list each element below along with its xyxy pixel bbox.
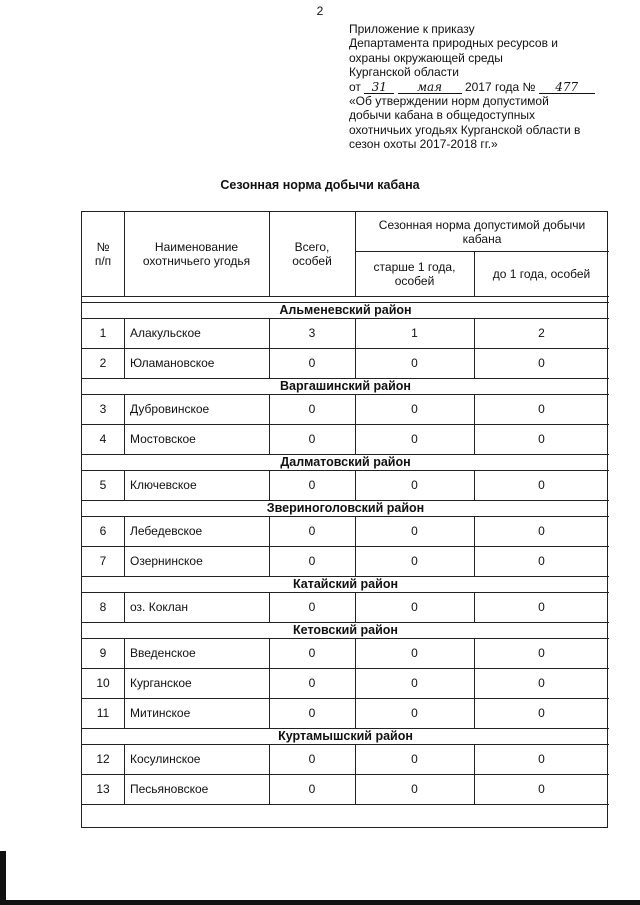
row-total: 0 [308, 432, 316, 446]
scan-edge-mark [0, 851, 6, 905]
appendix-line: Департамента природных ресурсов и [349, 36, 558, 51]
row-total: 0 [308, 554, 316, 568]
district-row: Далматовский район [280, 455, 411, 469]
row-older: 0 [411, 782, 418, 796]
district-row: Варгашинский район [280, 379, 411, 393]
row-num: 1 [99, 326, 107, 340]
row-total: 0 [308, 402, 316, 416]
table-rule [124, 394, 125, 424]
table-rule [474, 592, 475, 622]
table-rule [474, 546, 475, 576]
table-title: Сезонная норма добычи кабана [220, 178, 420, 192]
row-older: 0 [411, 706, 418, 720]
table-rule [124, 592, 125, 622]
row-younger: 0 [538, 554, 545, 568]
row-num: 6 [99, 524, 107, 538]
table-rule [124, 744, 125, 774]
date-year-text: 2017 года № [464, 79, 536, 94]
row-name: Песьяновское [130, 782, 209, 796]
scan-bottom-edge [0, 900, 640, 905]
row-num: 10 [96, 676, 110, 690]
row-name: Мостовское [130, 432, 196, 446]
table-rule [269, 592, 270, 622]
table-rule [124, 698, 125, 728]
row-younger: 0 [538, 524, 545, 538]
appendix-date-line [349, 80, 634, 94]
row-num: 3 [99, 402, 107, 416]
district-row: Кетовский район [293, 623, 398, 637]
header-name: Наименование охотничьего угодья [142, 240, 251, 268]
table-rule [355, 470, 356, 500]
appendix-line: Приложение к приказу [349, 22, 475, 36]
appendix-title-line: сезон охоты 2017-2018 гг.» [349, 137, 498, 152]
page-number: 2 [316, 4, 324, 18]
district-row: Катайский район [293, 577, 398, 591]
row-younger: 2 [538, 326, 545, 340]
row-total: 0 [308, 356, 316, 370]
table-rule [355, 668, 356, 698]
table-rule [355, 394, 356, 424]
row-older: 0 [411, 478, 418, 492]
row-name: Лебедевское [130, 524, 203, 538]
header-num: № п/п [94, 240, 112, 268]
table-rule [269, 424, 270, 454]
row-older: 1 [411, 326, 418, 340]
table-rule [474, 424, 475, 454]
table-rule [124, 424, 125, 454]
row-total: 0 [308, 706, 316, 720]
appendix-title-line: «Об утверждении норм допустимой [349, 94, 549, 109]
table-rule [355, 516, 356, 546]
row-older: 0 [411, 356, 418, 370]
table-rule [474, 638, 475, 668]
row-name: Озернинское [130, 554, 203, 568]
row-total: 0 [308, 600, 316, 614]
row-older: 0 [411, 524, 418, 538]
row-name: Юламановское [130, 356, 215, 370]
table-rule [269, 698, 270, 728]
row-name: оз. Коклан [130, 600, 189, 614]
appendix-title-line: охотничьих угодьях Курганской области в [349, 122, 581, 137]
table-rule [124, 774, 125, 804]
table-rule [269, 394, 270, 424]
row-younger: 0 [538, 782, 545, 796]
row-name: Косулинское [130, 752, 201, 766]
row-num: 2 [99, 356, 107, 370]
table-rule [269, 212, 270, 296]
table-rule [355, 212, 356, 296]
table-rule [474, 774, 475, 804]
appendix-line: охраны окружающей среды [349, 50, 503, 65]
table-rule [124, 516, 125, 546]
district-row: Куртамышский район [278, 729, 413, 743]
table-rule [124, 348, 125, 378]
table-rule [355, 698, 356, 728]
row-num: 7 [99, 554, 107, 568]
row-num: 5 [99, 478, 107, 492]
table-rule [124, 470, 125, 500]
table-rule [474, 348, 475, 378]
table-rule [124, 638, 125, 668]
row-num: 12 [96, 752, 110, 766]
row-older: 0 [411, 554, 418, 568]
table-rule [269, 318, 270, 348]
row-num: 13 [96, 782, 110, 796]
table-rule [474, 470, 475, 500]
row-num: 11 [96, 706, 110, 720]
table-rule [82, 804, 609, 805]
table-rule [269, 668, 270, 698]
table-rule [474, 698, 475, 728]
district-row: Альменевский район [279, 303, 412, 317]
table-rule [474, 318, 475, 348]
row-older: 0 [411, 600, 418, 614]
row-younger: 0 [538, 752, 545, 766]
row-total: 0 [308, 752, 316, 766]
row-older: 0 [411, 646, 418, 660]
table-rule [124, 668, 125, 698]
row-num: 9 [99, 646, 107, 660]
row-name: Курганское [130, 676, 192, 690]
table-rule [269, 516, 270, 546]
row-younger: 0 [538, 646, 545, 660]
row-name: Дубровинское [130, 402, 210, 416]
row-total: 0 [308, 524, 316, 538]
row-older: 0 [411, 402, 418, 416]
row-name: Митинское [130, 706, 191, 720]
row-older: 0 [411, 432, 418, 446]
table-rule [82, 296, 609, 297]
row-total: 3 [308, 326, 316, 340]
row-total: 0 [308, 478, 316, 492]
date-day: 31 [364, 81, 394, 94]
table-rule [269, 638, 270, 668]
table-rule [355, 251, 609, 252]
table-rule [355, 638, 356, 668]
table-rule [124, 546, 125, 576]
appendix-line: Курганской области [349, 65, 459, 80]
table-rule [269, 470, 270, 500]
row-younger: 0 [538, 600, 545, 614]
district-row: Звериноголовский район [266, 501, 425, 515]
table-rule [124, 212, 125, 296]
order-number: 477 [539, 81, 595, 94]
appendix-block [349, 22, 634, 152]
row-total: 0 [308, 676, 316, 690]
row-older: 0 [411, 752, 418, 766]
row-younger: 0 [538, 706, 545, 720]
table-rule [355, 774, 356, 804]
header-season-norm: Сезонная норма допустимой добычи кабана [378, 217, 586, 246]
header-older: старше 1 года, особей [373, 259, 456, 288]
row-younger: 0 [538, 478, 545, 492]
row-name: Алакульское [130, 326, 201, 340]
table-rule [474, 668, 475, 698]
table-rule [474, 251, 475, 296]
date-prefix: от [349, 79, 361, 94]
row-total: 0 [308, 782, 316, 796]
table-rule [355, 592, 356, 622]
row-total: 0 [308, 646, 316, 660]
table-rule [269, 546, 270, 576]
table-rule [355, 546, 356, 576]
date-month: мая [398, 81, 462, 94]
row-younger: 0 [538, 432, 545, 446]
table-rule [124, 318, 125, 348]
table-rule [474, 516, 475, 546]
row-name: Ключевское [130, 478, 197, 492]
header-younger: до 1 года, особей [492, 266, 591, 281]
table-rule [355, 318, 356, 348]
row-num: 8 [99, 600, 107, 614]
row-num: 4 [99, 432, 107, 446]
header-total: Всего, особей [292, 240, 332, 268]
row-name: Введенское [130, 646, 196, 660]
table-rule [355, 424, 356, 454]
table-rule [269, 774, 270, 804]
row-younger: 0 [538, 402, 545, 416]
norms-table [81, 211, 608, 828]
table-rule [355, 348, 356, 378]
appendix-title-line: добычи кабана в общедоступных [349, 108, 536, 123]
table-rule [355, 744, 356, 774]
table-rule [269, 348, 270, 378]
table-rule [269, 744, 270, 774]
row-older: 0 [411, 676, 418, 690]
row-younger: 0 [538, 356, 545, 370]
table-rule [474, 394, 475, 424]
row-younger: 0 [538, 676, 545, 690]
table-rule [474, 744, 475, 774]
